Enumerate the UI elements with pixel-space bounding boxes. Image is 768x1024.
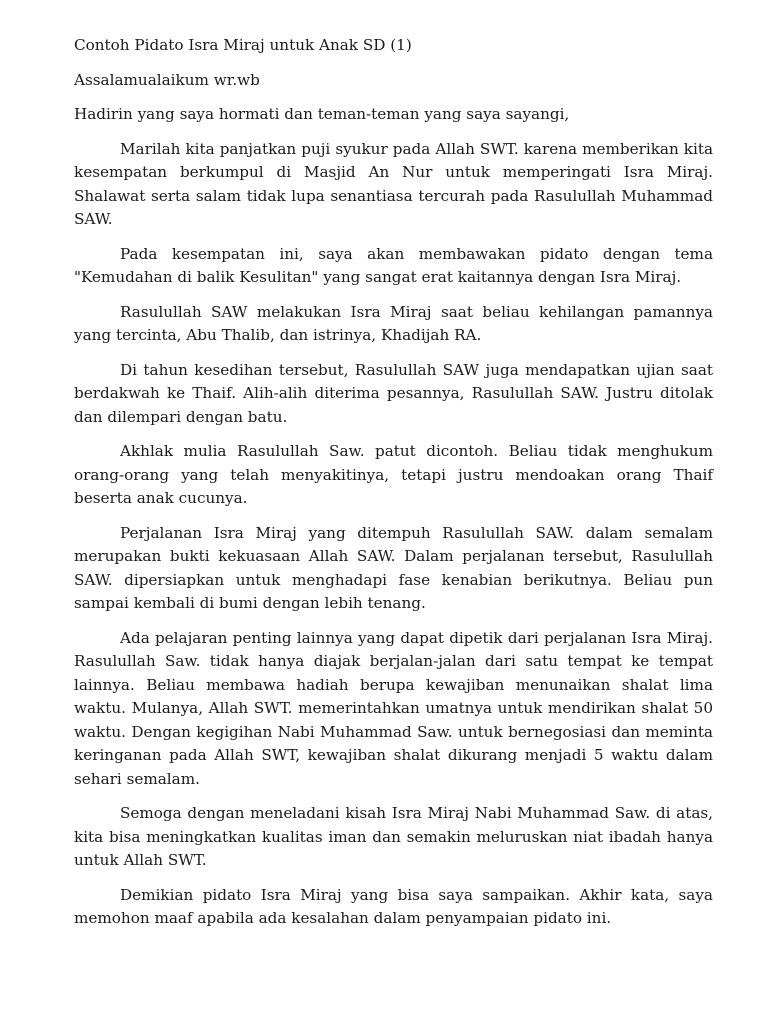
address-line: Hadirin yang saya hormati dan teman-teman yang saya sayangi, <box>74 105 570 123</box>
paragraph-9: Demikian pidato Isra Miraj yang bisa saya sampaikan. Akhir kata, saya memohon maaf apabila ada kesalahan dalam penyampaian pidato ini. <box>74 885 713 927</box>
greeting: Assalamualaikum wr.wb <box>74 70 260 89</box>
document-page <box>74 34 713 942</box>
paragraph-4: Di tahun kesedihan tersebut, Rasulullah SAW juga mendapatkan ujian saat berdakwah ke Thaif. Alih-alih diterima pesannya, Rasulullah SAW. Justru ditolak dan dilempari dengan batu. <box>74 360 713 426</box>
paragraph-3: Rasulullah SAW melakukan Isra Miraj saat beliau kehilangan pamannya yang tercinta, Abu Thalib, dan istrinya, Khadijah RA. <box>74 302 713 344</box>
paragraph-8: Semoga dengan meneladani kisah Isra Miraj Nabi Muhammad Saw. di atas, kita bisa meningkatkan kualitas iman dan semakin meluruskan niat ibadah hanya untuk Allah SWT. <box>74 804 713 869</box>
paragraph-1: Marilah kita panjatkan puji syukur pada Allah SWT. karena memberikan kita kesempatan berkumpul di Masjid An Nur untuk memperingati Isra Miraj. Shalawat serta salam tidak lupa senantiasa tercurah pada Rasulullah Muhammad SAW. <box>74 139 713 228</box>
paragraph-5: Akhlak mulia Rasulullah Saw. patut dicontoh. Beliau tidak menghukum orang-orang yang telah menyakitinya, tetapi justru mendoakan orang Thaif beserta anak cucunya. <box>74 442 713 507</box>
paragraph-7: Ada pelajaran penting lainnya yang dapat dipetik dari perjalanan Isra Miraj. Rasulullah Saw. tidak hanya diajak berjalan-jalan dari satu tempat ke tempat lainnya. Beliau membawa hadiah berupa kewajiban menunaikan shalat lima waktu. Mulanya, Allah SWT. memerintahkan umatnya untuk mendirikan shalat 50 waktu. Dengan kegigihan Nabi Muhammad Saw. untuk bernegosiasi dan meminta keringanan pada Allah SWT, kewajiban shalat dikurang menjadi 5 waktu dalam sehari semalam. <box>74 628 713 788</box>
paragraph-2: Pada kesempatan ini, saya akan membawakan pidato dengan tema "Kemudahan di balik Kesulitan" yang sangat erat kaitannya dengan Isra Miraj. <box>74 244 713 286</box>
document-title: Contoh Pidato Isra Miraj untuk Anak SD (1) <box>74 36 412 54</box>
paragraph-6: Perjalanan Isra Miraj yang ditempuh Rasulullah SAW. dalam semalam merupakan bukti kekuasaan Allah SAW. Dalam perjalanan tersebut, Rasulullah SAW. dipersiapkan untuk menghadapi fase kenabian berikutnya. Beliau pun sampai kembali di bumi dengan lebih tenang. <box>74 523 713 612</box>
